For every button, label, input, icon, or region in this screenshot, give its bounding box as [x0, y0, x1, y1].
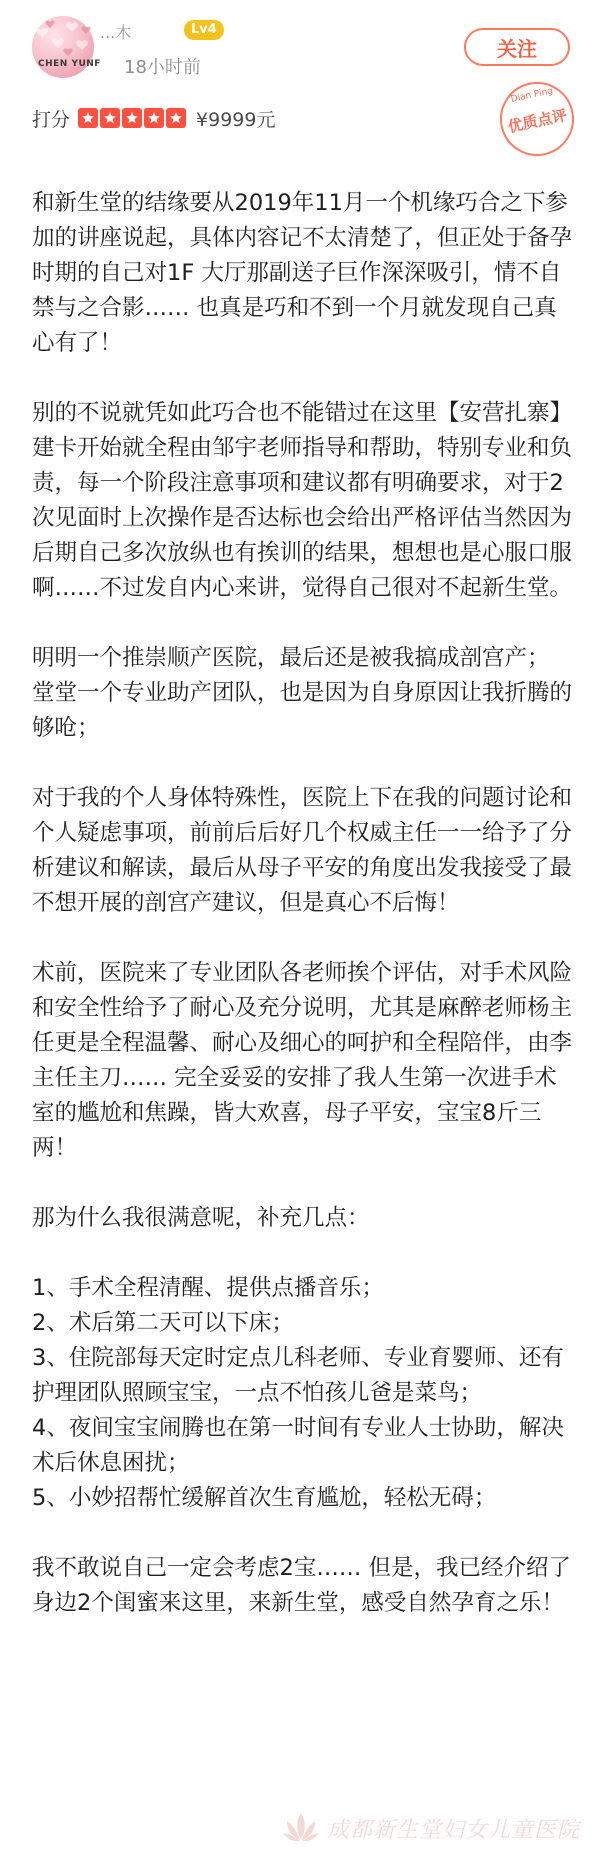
badge-top-text: Dian Ping — [510, 86, 554, 105]
review-paragraph: 别的不说就凭如此巧合也不能错过在这里【安营扎寨】建卡开始就全程由邹宇老师指导和帮助，特别专业和负责，每一个阶段注意事项和建议都有明确要求，对于2次见面时上次操作是否达标也会给出严格评估当然因为后期自己多次放纵也有挨训的结果，想想也是心服口服啊……不过发自内心来讲，觉得自己很对不起新生堂。 — [32, 400, 573, 601]
post-time: 18小时前 — [124, 57, 201, 78]
review-content — [32, 186, 574, 1621]
review-paragraph: 那为什么我很满意呢，补充几点： — [32, 1205, 370, 1231]
avatar-brand-text: CHEN YUNF — [38, 59, 101, 69]
star-icon — [100, 108, 120, 128]
rating-label: 打分 — [32, 108, 71, 131]
avatar[interactable] — [32, 16, 101, 78]
review-paragraph: 对于我的个人身体特殊性，医院上下在我的问题讨论和个人疑虑事项，前前后后好几个权威主任一一给予了分析建议和解读，最后从母子平安的角度出发我接受了最不想开展的剖宫产建议，但是真心不后悔！ — [32, 785, 573, 916]
hospital-watermark — [281, 1808, 580, 1848]
badge-label: 优质点评 — [506, 105, 569, 137]
star-icon — [78, 108, 98, 128]
star-icon — [122, 108, 142, 128]
review-paragraph: 术前，医院来了专业团队各老师挨个评估，对手术风险和安全性给予了耐心及充分说明，尤其是麻醉老师杨主任更是全程温馨、耐心及细心的呵护和全程陪伴，由李主任主刀…… 完全妥妥的安排了我人生第一次进手术室的尴尬和焦躁，皆大欢喜，母子平安，宝宝8斤三两！ — [32, 960, 573, 1161]
price-text: ¥9999元 — [196, 108, 276, 131]
follow-button[interactable]: 关注 — [464, 28, 570, 66]
review-paragraph: 1、手术全程清醒、提供点播音乐； 2、术后第二天可以下床； 3、住院部每天定时定点儿科老师、专业育婴师、还有护理团队照顾宝宝，一点不怕孩儿爸是菜鸟； 4、夜间宝宝闹腾也在第一时间有专业人士协助，解决术后休息困扰； 5、小妙招帮忙缓解首次生育尴尬，轻松无碍； — [32, 1275, 564, 1511]
rating-row — [32, 103, 275, 133]
review-paragraph: 明明一个推崇顺产医院，最后还是被我搞成剖宫产； 堂堂一个专业助产团队，也是因为自身原因让我折腾的够呛； — [32, 645, 573, 741]
review-paragraph: 和新生堂的结缘要从2019年11月一个机缘巧合之下参加的讲座说起，具体内容记不太清楚了，但正处于备孕时期的自己对1F 大厅那副送子巨作深深吸引，情不自禁与之合影…… 也真是巧和不到一个月就发现自己真心有了！ — [32, 190, 573, 356]
review-paragraph: 我不敢说自己一定会考虑2宝…… 但是，我已经介绍了身边2个闺蜜来这里，来新生堂，感受自然孕育之乐！ — [32, 1555, 571, 1616]
star-rating — [78, 108, 186, 128]
level-badge: Lv4 — [184, 20, 224, 40]
star-icon — [144, 108, 164, 128]
star-icon — [166, 108, 186, 128]
watermark-text: 成都新生堂妇女儿童医院 — [326, 1817, 580, 1843]
lotus-logo-icon — [281, 1811, 321, 1845]
review-header — [0, 0, 600, 90]
user-name[interactable]: ...木 — [100, 23, 132, 42]
